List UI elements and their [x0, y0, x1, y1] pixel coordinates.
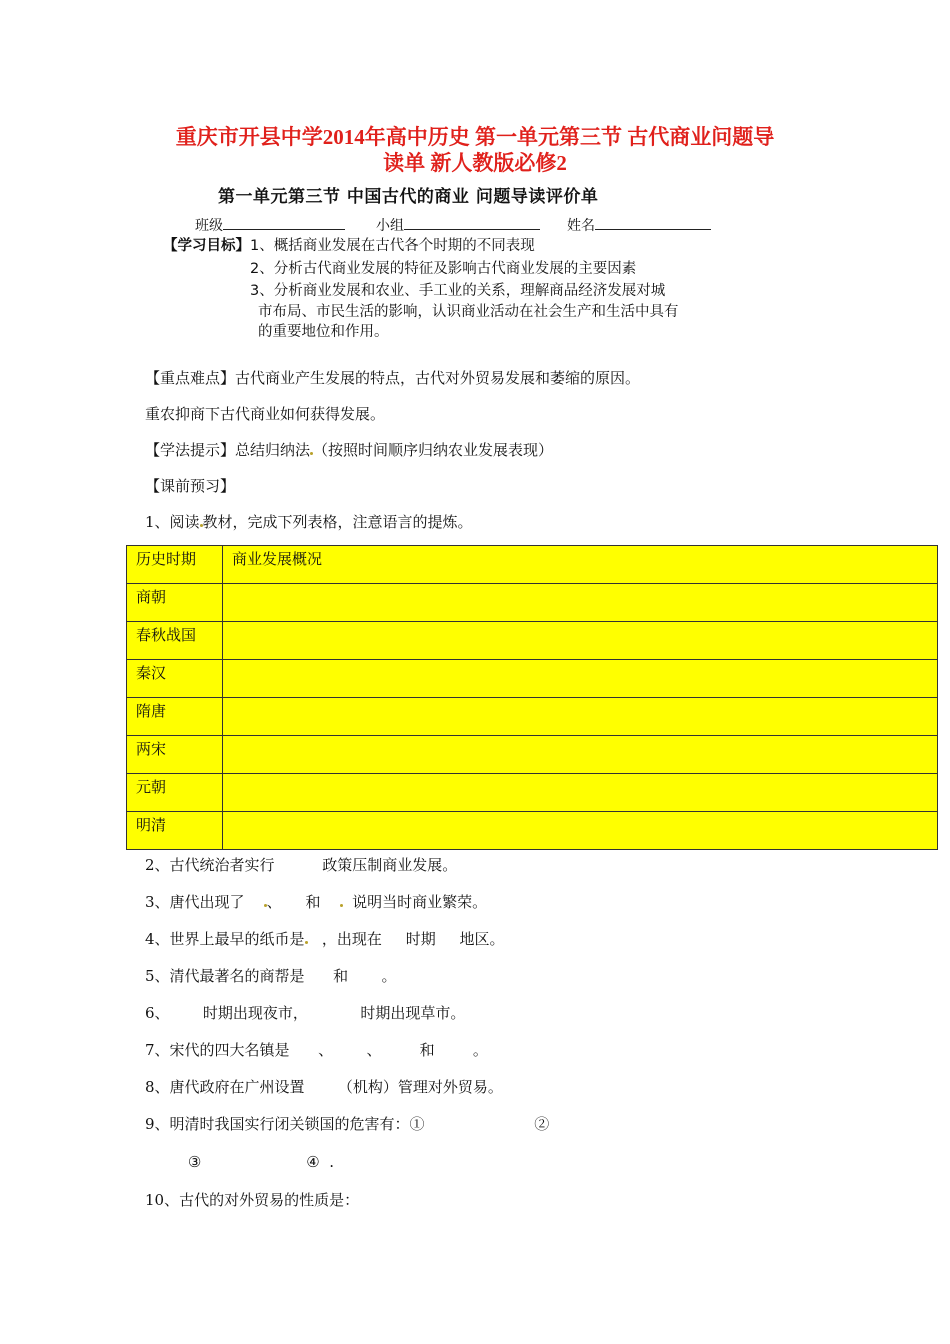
table-row [127, 698, 938, 736]
overview-cell[interactable] [223, 736, 938, 774]
question-9-cont: ③ ④ . [145, 1153, 335, 1171]
question-5: 5、清代最著名的商帮是 和 。 [145, 967, 397, 985]
goal-item-1 [163, 236, 535, 256]
question-4-a: 4、世界上最早的纸币是 [145, 930, 305, 948]
class-label: 班级 [195, 218, 223, 234]
header-overview: 商业发展概况 [223, 546, 938, 584]
goal-item-3c: 的重要地位和作用。 [258, 324, 389, 340]
overview-cell[interactable] [223, 812, 938, 850]
period-cell: 春秋战国 [127, 622, 223, 660]
period-cell: 秦汉 [127, 660, 223, 698]
goal-item-2: 2、分析古代商业发展的特征及影响古代商业发展的主要因素 [250, 261, 637, 277]
period-cell: 商朝 [127, 584, 223, 622]
overview-cell[interactable] [223, 774, 938, 812]
period-cell: 明清 [127, 812, 223, 850]
table-row [127, 660, 938, 698]
question-10: 10、古代的对外贸易的性质是： [145, 1191, 360, 1209]
key-points-2: 重农抑商下古代商业如何获得发展。 [145, 405, 386, 423]
goals-label: 【学习目标】 [163, 238, 250, 254]
question-4-b: ，出现在 时期 地区。 [307, 930, 505, 948]
overview-cell[interactable] [223, 584, 938, 622]
method-hint-a: 【学法提示】总结归纳法 [145, 441, 311, 459]
class-blank [223, 215, 345, 230]
table-row [127, 774, 938, 812]
history-table [126, 545, 938, 850]
key-points: 【重点难点】古代商业产生发展的特点，古代对外贸易发展和萎缩的原因。 [145, 369, 641, 387]
preview-label: 【课前预习】 [145, 477, 236, 495]
question-7: 7、宋代的四大名镇是 、 、 和 。 [145, 1041, 488, 1059]
question-6: 6、 时期出现夜市， 时期出现草市。 [145, 1004, 466, 1022]
question-3-a: 3、唐代出现了 [145, 893, 264, 911]
period-cell: 两宋 [127, 736, 223, 774]
period-cell: 隋唐 [127, 698, 223, 736]
goal-item-3a: 3、分析商业发展和农业、手工业的关系，理解商品经济发展对城 [250, 283, 666, 299]
header-period: 历史时期 [127, 546, 223, 584]
table-row [127, 622, 938, 660]
method-hint [145, 440, 553, 460]
question-3 [145, 892, 487, 912]
question-1 [145, 512, 473, 532]
period-cell: 元朝 [127, 774, 223, 812]
group-blank [404, 215, 540, 230]
name-label: 姓名 [567, 218, 595, 234]
name-field [567, 215, 711, 235]
worksheet-subtitle: 第一单元第三节 中国古代的商业 问题导读评价单 [218, 187, 599, 207]
overview-cell[interactable] [223, 622, 938, 660]
table-header-row [127, 546, 938, 584]
table-row [127, 812, 938, 850]
name-blank [595, 215, 711, 230]
question-3-b: 、 和 [266, 893, 340, 911]
group-field [376, 215, 540, 235]
goal-item-3b: 市布局、市民生活的影响，认识商业活动在社会生产和生活中具有 [258, 304, 679, 320]
question-8: 8、唐代政府在广州设置 （机构）管理对外贸易。 [145, 1078, 503, 1096]
class-field [195, 215, 345, 235]
question-1-b: 教材，完成下列表格，注意语言的提炼。 [202, 513, 473, 531]
question-1-a: 1、阅读 [145, 513, 200, 531]
group-label: 小组 [376, 218, 404, 234]
overview-cell[interactable] [223, 698, 938, 736]
question-9: 9、明清时我国实行闭关锁国的危害有：① ② [145, 1115, 550, 1133]
table-row [127, 736, 938, 774]
overview-cell[interactable] [223, 660, 938, 698]
question-2: 2、古代统治者实行 政策压制商业发展。 [145, 856, 458, 874]
goal-text-1: 1、概括商业发展在古代各个时期的不同表现 [250, 238, 535, 254]
document-title-line1: 重庆市开县中学2014年高中历史 第一单元第三节 古代商业问题导 [175, 125, 775, 149]
method-hint-b: （按照时间顺序归纳农业发展表现） [313, 441, 554, 459]
question-3-c: 说明当时商业繁荣。 [342, 893, 488, 911]
table-row [127, 584, 938, 622]
question-4 [145, 929, 505, 949]
document-title-line2: 读单 新人教版必修2 [383, 151, 567, 175]
